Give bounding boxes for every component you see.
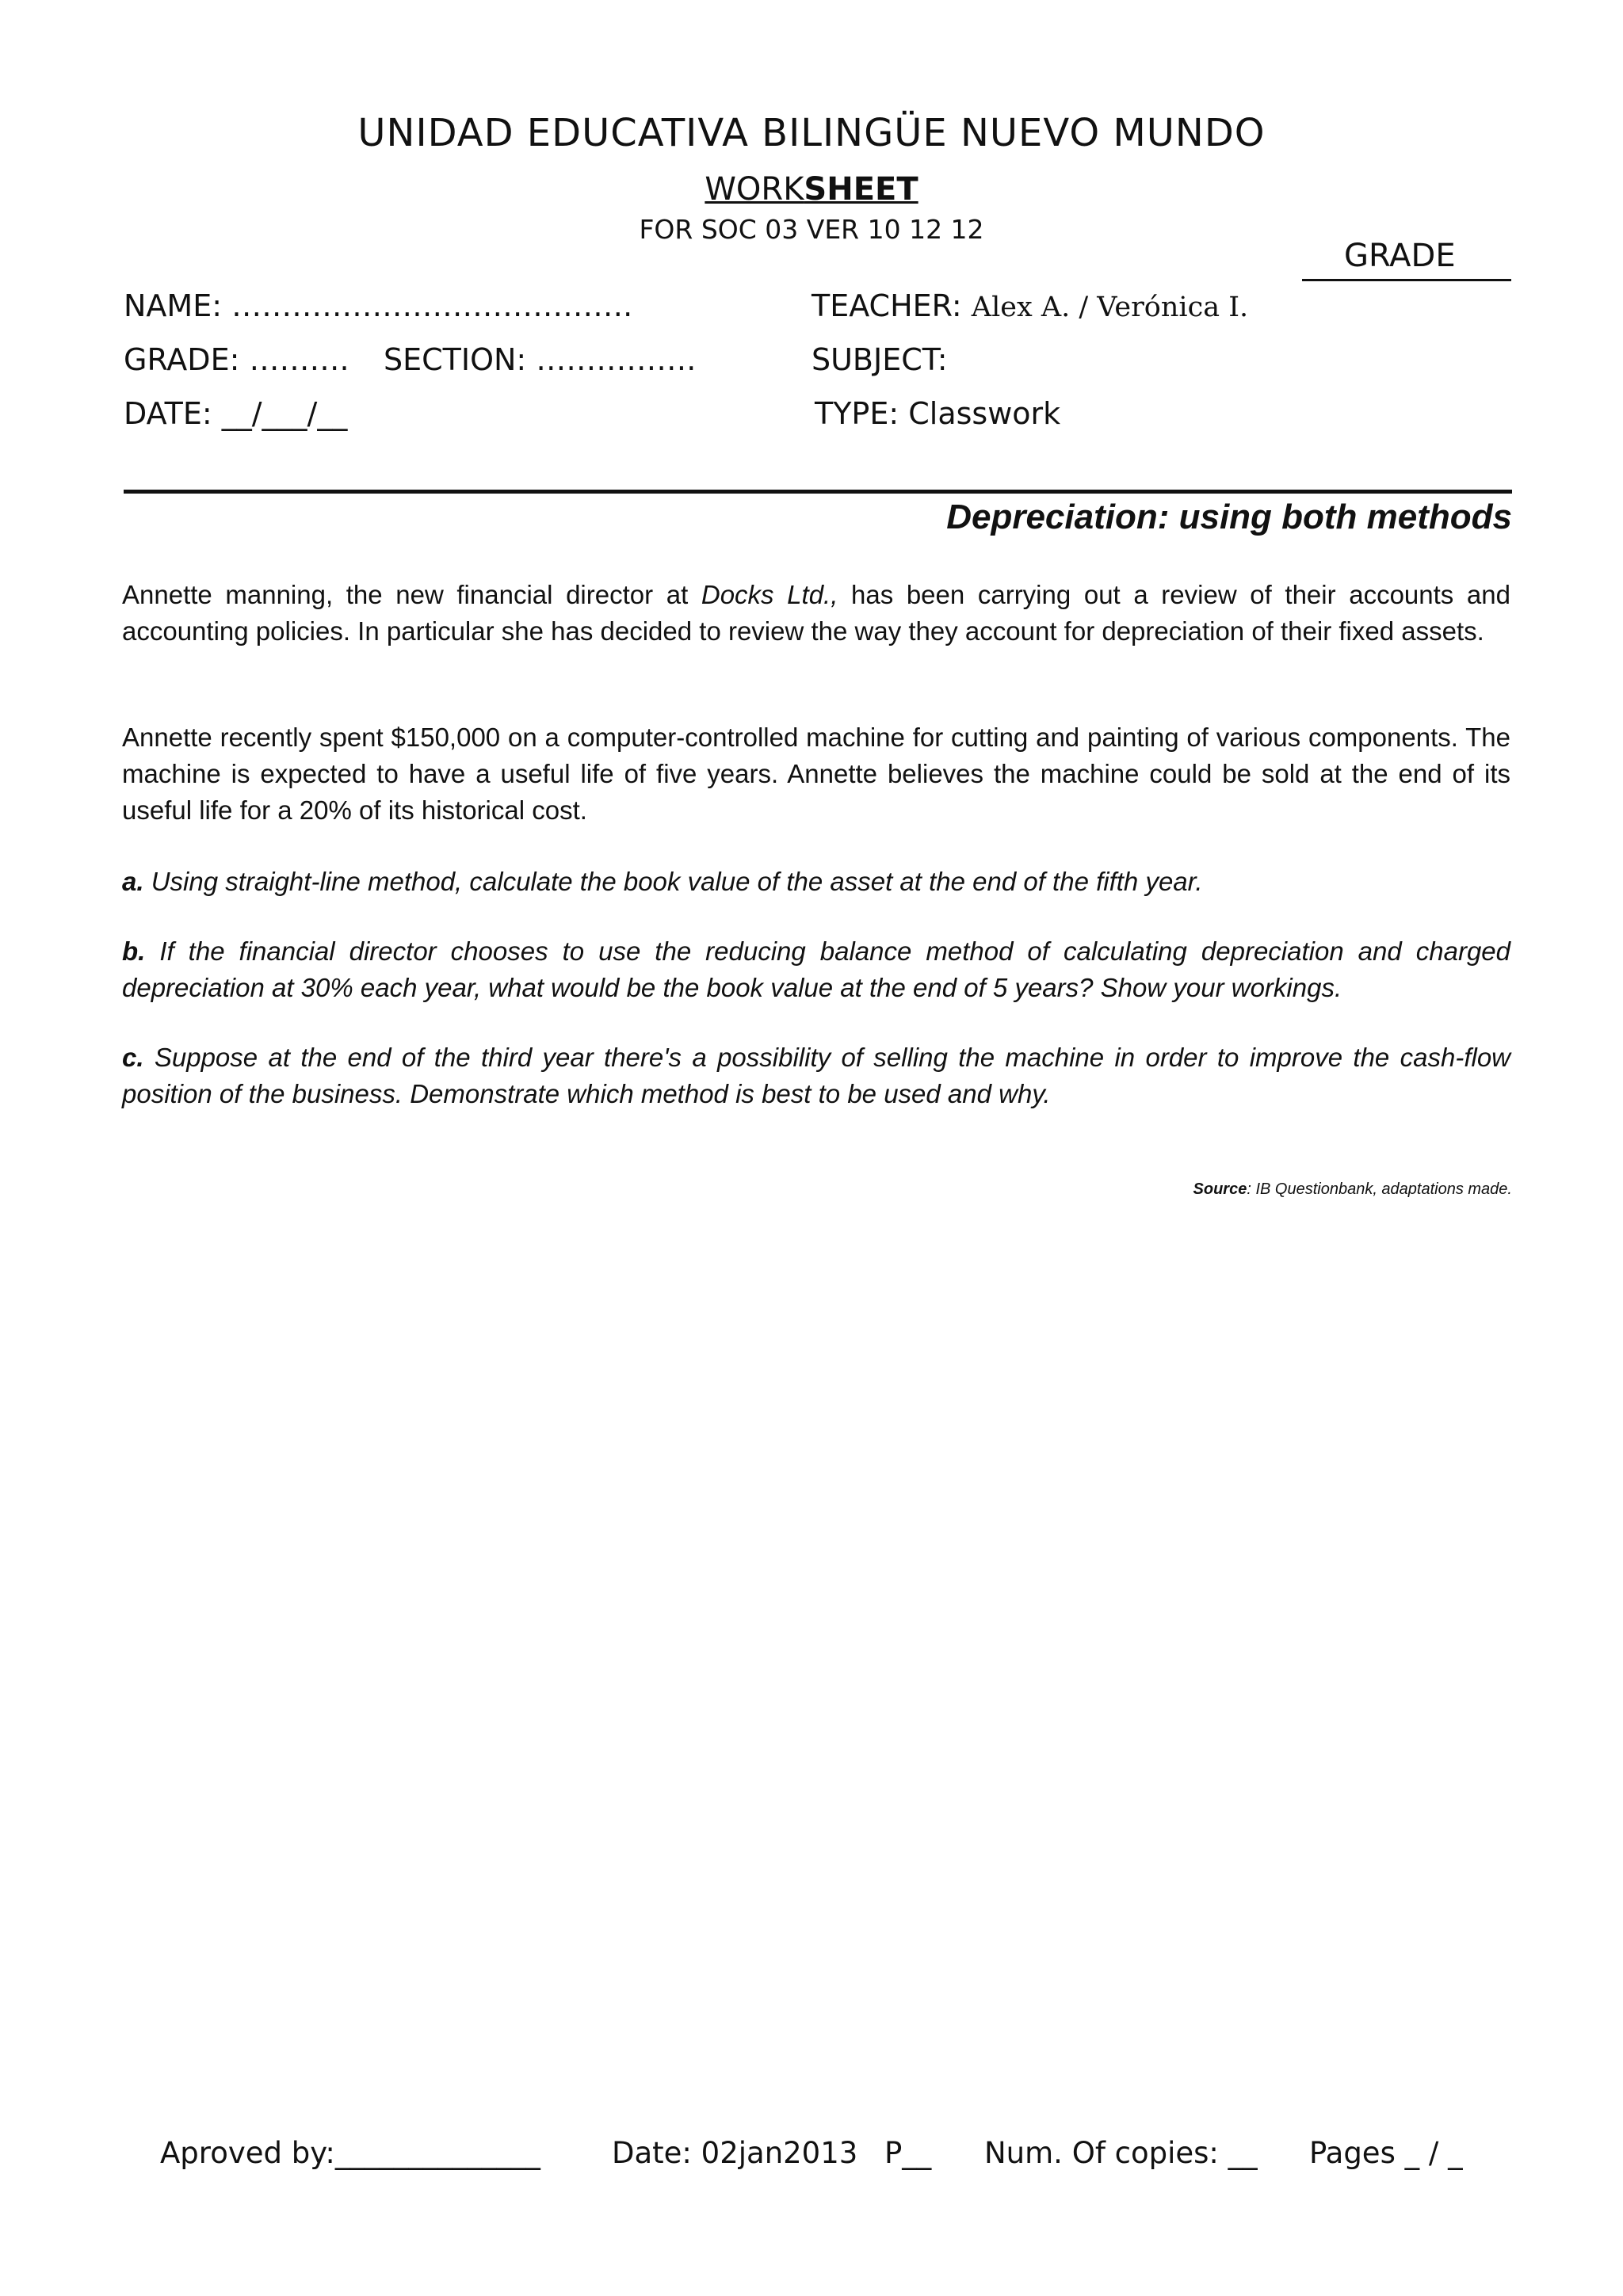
intro-text-start: Annette manning, the new financial director at — [122, 580, 701, 609]
source-note — [1193, 1180, 1512, 1199]
subject-field: SUBJECT: — [812, 342, 948, 377]
teacher-label: TEACHER: — [812, 288, 972, 323]
source-text: : IB Questionbank, adaptations made. — [1247, 1180, 1512, 1198]
school-name: UNIDAD EDUCATIVA BILINGÜE NUEVO MUNDO — [357, 111, 1266, 155]
question-b — [122, 933, 1510, 1006]
intro-paragraph — [122, 577, 1510, 650]
question-b-letter: b. — [122, 936, 146, 966]
type-field: TYPE: Classwork — [815, 396, 1061, 431]
company-name: Docks Ltd., — [701, 580, 838, 609]
header-divider — [124, 490, 1512, 494]
footer-p: P__ — [884, 2136, 932, 2170]
worksheet-title-part2: SHEET — [804, 171, 918, 208]
worksheet-title-part1: WORK — [705, 171, 804, 208]
question-a-letter: a. — [122, 867, 144, 896]
question-c — [122, 1039, 1510, 1112]
question-c-letter: c. — [122, 1043, 144, 1072]
teacher-field — [812, 288, 1248, 323]
source-label: Source — [1193, 1180, 1247, 1198]
footer-date: Date: 02jan2013 — [612, 2136, 858, 2170]
footer-approved: Aproved by:______________ — [160, 2136, 540, 2170]
section-field: SECTION: ……………. — [384, 342, 697, 377]
footer-copies: Num. Of copies: __ — [984, 2136, 1258, 2170]
name-field: NAME: …………………………………. — [124, 288, 633, 323]
worksheet-title — [0, 171, 1623, 208]
date-field: DATE: __/___/__ — [124, 396, 348, 431]
question-a-text: Using straight-line method, calculate the book value of the asset at the end of the fifth year. — [143, 867, 1203, 896]
worksheet-code: FOR SOC 03 VER 10 12 12 — [639, 214, 984, 245]
grade-box-line — [1302, 279, 1511, 281]
footer-pages: Pages _ / _ — [1309, 2136, 1463, 2170]
scenario-paragraph: Annette recently spent $150,000 on a computer-controlled machine for cutting and painting of various components. The machine is expected to have a useful life of five years. Annette believes the machine could be sold at the end of its useful life for a 20% of its historical cost. — [122, 723, 1510, 825]
question-c-text: Suppose at the end of the third year there's a possibility of selling the machine in order to improve the cash-flow position of the business. Demonstrate which method is best to be used and why. — [122, 1043, 1510, 1108]
question-b-text: If the financial director chooses to use the reducing balance method of calculating depreciation and charged depreciation at 30% each year, what would be the book value at the end of 5 years? Show your workings. — [122, 936, 1510, 1002]
grade-field: GRADE: ………. — [124, 342, 349, 377]
question-a — [122, 864, 1510, 900]
section-heading: Depreciation: using both methods — [946, 498, 1512, 536]
teacher-value: Alex A. / Verónica I. — [971, 292, 1249, 323]
grade-box-label: GRADE — [1344, 238, 1456, 274]
intro-text-end: has been carrying out a review of their accounts and accounting policies. In particular she has decided to review the way they account for depreciation of their fixed assets. — [122, 580, 1510, 646]
